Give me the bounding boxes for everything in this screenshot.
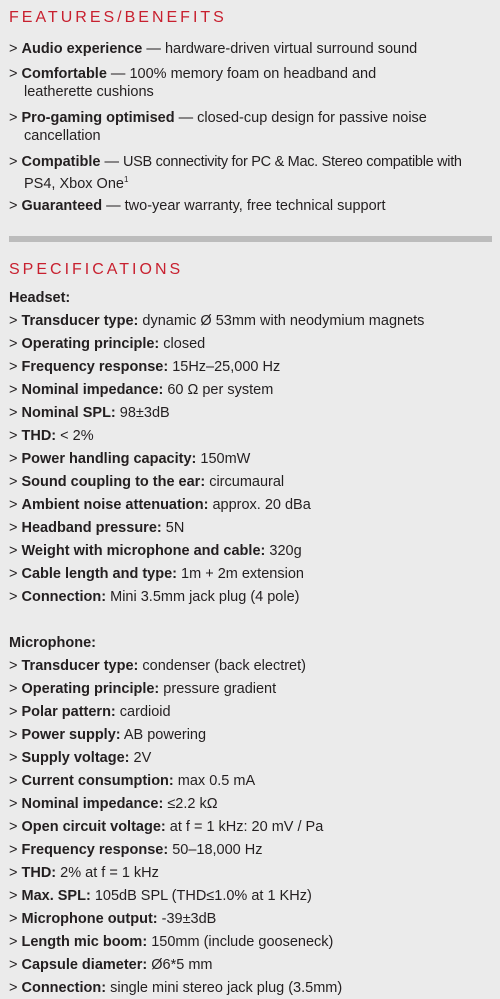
spec-value: max 0.5 mA [177, 773, 256, 789]
spec-row [9, 956, 494, 974]
spec-value: circumaural [209, 474, 285, 490]
spec-row [9, 657, 494, 675]
feature-sep: — [174, 110, 198, 126]
spec-row [9, 749, 494, 767]
spec-key: Open circuit voltage: [21, 819, 166, 835]
bullet-glyph: > [9, 727, 18, 743]
spec-value: dynamic Ø 53mm with neodymium magnets [142, 313, 425, 329]
spec-key: Max. SPL: [21, 888, 91, 904]
spec-value: Ø6*5 mm [151, 957, 213, 973]
spec-row [9, 979, 494, 997]
feature-item-cont: leatherette cushions [24, 84, 154, 100]
spec-value: approx. 20 dBa [212, 497, 311, 513]
spec-value: 15Hz–25,000 Hz [172, 359, 281, 375]
bullet-glyph: > [9, 66, 18, 82]
feature-text: USB connectivity for PC & Mac. Stereo compatible with [123, 154, 462, 170]
spec-value: 150mW [200, 451, 251, 467]
spec-row [9, 542, 494, 560]
spec-row [9, 335, 494, 353]
bullet-glyph: > [9, 110, 18, 126]
feature-item [9, 40, 494, 58]
spec-row [9, 381, 494, 399]
bullet-glyph: > [9, 566, 18, 582]
bullet-glyph: > [9, 41, 18, 57]
feature-text: PS4, Xbox One [24, 175, 124, 192]
feature-sep: — [100, 154, 124, 170]
spec-key: Operating principle: [21, 681, 160, 697]
spec-value: AB powering [123, 727, 207, 743]
spec-value: pressure gradient [163, 681, 277, 697]
bullet-glyph: > [9, 336, 18, 352]
features-title: FEATURES/BENEFITS [9, 9, 227, 26]
spec-row [9, 312, 494, 330]
feature-text: closed-cup design for passive noise [197, 110, 427, 126]
spec-value: 2% at f = 1 kHz [60, 865, 159, 881]
bullet-glyph: > [9, 773, 18, 789]
bullet-glyph: > [9, 658, 18, 674]
microphone-heading: Microphone: [9, 635, 96, 651]
specifications-title: SPECIFICATIONS [9, 261, 184, 278]
spec-key: Polar pattern: [21, 704, 116, 720]
spec-row [9, 404, 494, 422]
spec-value: -39±3dB [161, 911, 217, 927]
spec-value: condenser (back electret) [142, 658, 306, 674]
spec-key: Current consumption: [21, 773, 174, 789]
bullet-glyph: > [9, 842, 18, 858]
spec-row [9, 588, 494, 606]
spec-row [9, 496, 494, 514]
spec-key: Connection: [21, 589, 107, 605]
spec-row [9, 565, 494, 583]
bullet-glyph: > [9, 911, 18, 927]
spec-value: < 2% [60, 428, 94, 444]
spec-value: 50–18,000 Hz [172, 842, 263, 858]
bullet-glyph: > [9, 865, 18, 881]
bullet-glyph: > [9, 750, 18, 766]
feature-sep: — [142, 41, 165, 57]
bullet-glyph: > [9, 888, 18, 904]
bullet-glyph: > [9, 428, 18, 444]
bullet-glyph: > [9, 704, 18, 720]
spec-key: Length mic boom: [21, 934, 148, 950]
feature-item [9, 109, 494, 127]
headset-heading: Headset: [9, 290, 71, 306]
bullet-glyph: > [9, 405, 18, 421]
feature-item-cont [24, 171, 494, 193]
spec-row [9, 473, 494, 491]
feature-key: Pro-gaming optimised [21, 110, 175, 126]
feature-text: hardware-driven virtual surround sound [164, 41, 418, 57]
feature-sep: — [102, 198, 125, 214]
feature-key: Comfortable [21, 66, 107, 82]
spec-key: Power supply: [21, 727, 121, 743]
spec-key: Transducer type: [21, 313, 139, 329]
spec-value: 320g [269, 543, 302, 559]
spec-key: Power handling capacity: [21, 451, 197, 467]
spec-key: Capsule diameter: [21, 957, 148, 973]
spec-value: 150mm (include gooseneck) [151, 934, 334, 950]
bullet-glyph: > [9, 154, 18, 170]
section-divider [9, 236, 492, 242]
footnote-mark: 1 [123, 175, 129, 184]
spec-key: Weight with microphone and cable: [21, 543, 266, 559]
bullet-glyph: > [9, 543, 18, 559]
spec-value: at f = 1 kHz: 20 mV / Pa [169, 819, 324, 835]
spec-key: Connection: [21, 980, 107, 996]
spec-key: Operating principle: [21, 336, 160, 352]
bullet-glyph: > [9, 474, 18, 490]
spec-key: Nominal impedance: [21, 382, 164, 398]
feature-item-cont: cancellation [24, 128, 101, 144]
spec-row [9, 887, 494, 905]
spec-row [9, 427, 494, 445]
spec-value: ≤2.2 kΩ [167, 796, 218, 812]
spec-key: Cable length and type: [21, 566, 177, 582]
spec-key: THD: [21, 428, 57, 444]
spec-value: Mini 3.5mm jack plug (4 pole) [110, 589, 300, 605]
feature-sep: — [106, 66, 130, 82]
feature-item [9, 65, 494, 83]
feature-text: 100% memory foam on headband and [129, 66, 377, 82]
spec-key: Ambient noise attenuation: [21, 497, 209, 513]
feature-key: Audio experience [21, 41, 143, 57]
spec-row [9, 703, 494, 721]
bullet-glyph: > [9, 313, 18, 329]
spec-key: Frequency response: [21, 842, 169, 858]
spec-row [9, 680, 494, 698]
spec-row [9, 841, 494, 859]
spec-row [9, 519, 494, 537]
spec-key: Transducer type: [21, 658, 139, 674]
spec-row [9, 358, 494, 376]
spec-row [9, 795, 494, 813]
bullet-glyph: > [9, 497, 18, 513]
spec-value: 60 Ω per system [167, 382, 274, 398]
feature-item [9, 153, 494, 171]
bullet-glyph: > [9, 589, 18, 605]
spec-value: 98±3dB [119, 405, 170, 421]
spec-key: Nominal impedance: [21, 796, 164, 812]
feature-key: Compatible [21, 154, 101, 170]
bullet-glyph: > [9, 359, 18, 375]
bullet-glyph: > [9, 520, 18, 536]
spec-row [9, 933, 494, 951]
feature-text: two-year warranty, free technical support [124, 198, 386, 214]
spec-row [9, 910, 494, 928]
spec-value: cardioid [119, 704, 171, 720]
bullet-glyph: > [9, 681, 18, 697]
spec-row [9, 818, 494, 836]
spec-row [9, 772, 494, 790]
spec-key: Microphone output: [21, 911, 158, 927]
spec-key: Nominal SPL: [21, 405, 116, 421]
bullet-glyph: > [9, 451, 18, 467]
bullet-glyph: > [9, 980, 18, 996]
feature-key: Guaranteed [21, 198, 103, 214]
spec-key: Sound coupling to the ear: [21, 474, 206, 490]
spec-value: 5N [165, 520, 185, 536]
bullet-glyph: > [9, 957, 18, 973]
spec-value: 2V [133, 750, 152, 766]
spec-row [9, 864, 494, 882]
bullet-glyph: > [9, 382, 18, 398]
spec-value: 1m + 2m extension [181, 566, 304, 582]
spec-value: 105dB SPL (THD≤1.0% at 1 KHz) [94, 888, 312, 904]
spec-key: Supply voltage: [21, 750, 130, 766]
spec-row [9, 450, 494, 468]
bullet-glyph: > [9, 198, 18, 214]
bullet-glyph: > [9, 796, 18, 812]
spec-value: single mini stereo jack plug (3.5mm) [110, 980, 343, 996]
spec-key: Headband pressure: [21, 520, 162, 536]
bullet-glyph: > [9, 819, 18, 835]
spec-key: Frequency response: [21, 359, 169, 375]
feature-item [9, 197, 494, 215]
spec-row [9, 726, 494, 744]
spec-value: closed [163, 336, 206, 352]
spec-key: THD: [21, 865, 57, 881]
bullet-glyph: > [9, 934, 18, 950]
